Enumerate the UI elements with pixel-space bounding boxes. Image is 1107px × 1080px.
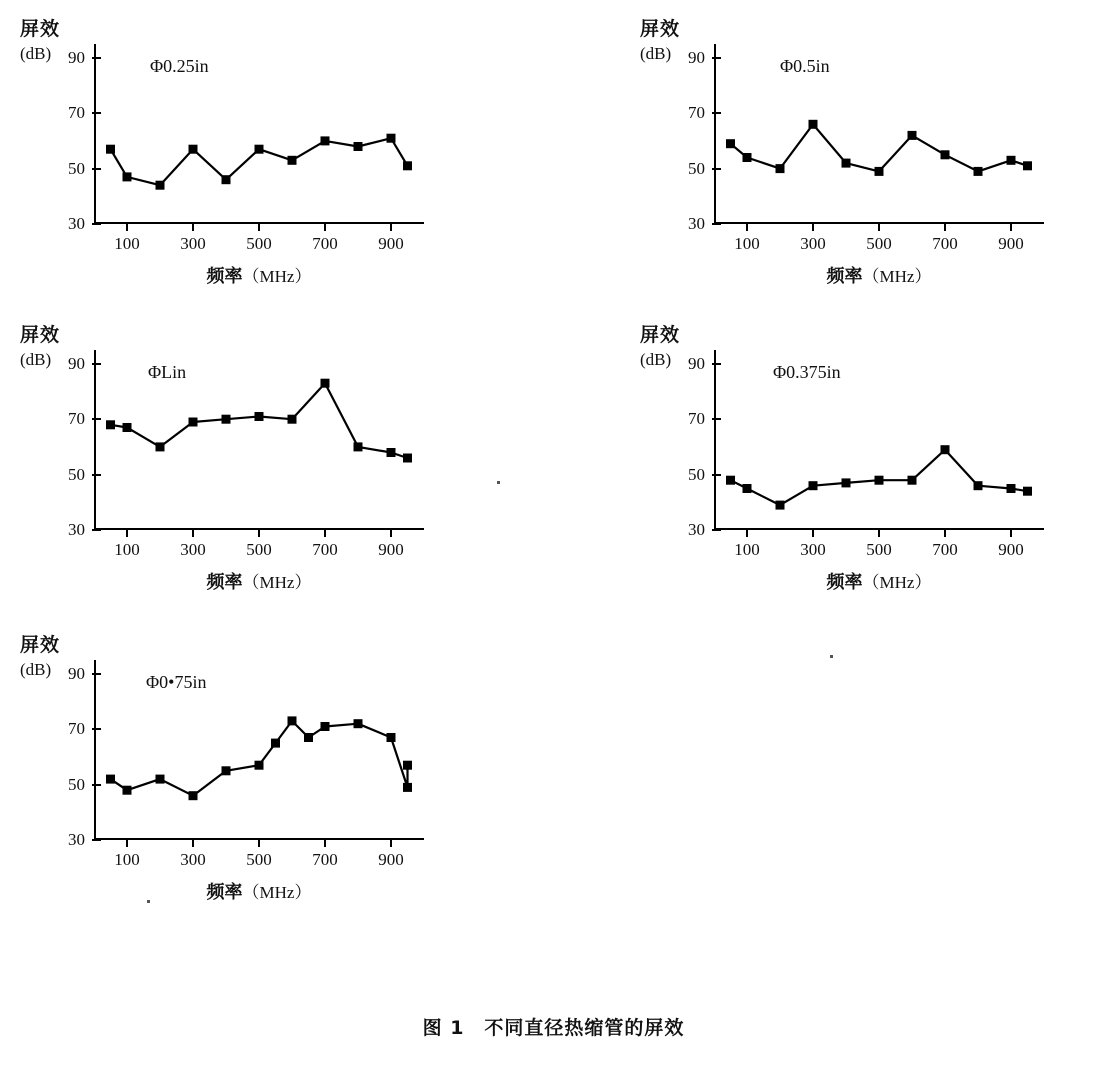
x-axis-title	[94, 878, 424, 904]
data-point-marker	[189, 145, 198, 154]
x-tick-label: 100	[114, 234, 140, 253]
y-tick-label: 30	[688, 520, 705, 539]
data-point-marker	[321, 722, 330, 731]
data-point-marker	[403, 161, 412, 170]
plot-area	[688, 350, 1044, 559]
data-point-marker	[1007, 484, 1016, 493]
data-point-marker	[304, 733, 313, 742]
data-point-marker	[776, 501, 785, 510]
x-tick-label: 300	[800, 540, 826, 559]
y-tick-label: 90	[688, 353, 705, 373]
y-tick-label: 30	[68, 520, 85, 539]
data-point-marker	[354, 442, 363, 451]
data-point-marker	[387, 448, 396, 457]
data-point-marker	[387, 733, 396, 742]
x-tick-label: 500	[246, 540, 272, 559]
data-point-marker	[288, 716, 297, 725]
x-tick-label: 900	[378, 540, 404, 559]
plot-area	[68, 44, 424, 253]
x-axis-title-text: 频率	[826, 266, 863, 287]
page-speck-3	[147, 900, 150, 903]
y-tick-label: 70	[68, 103, 85, 123]
y-axis-label: 屏效	[20, 634, 61, 656]
data-point-marker	[726, 139, 735, 148]
data-point-marker	[222, 415, 231, 424]
y-tick-label: 70	[68, 409, 85, 429]
y-tick-label: 30	[68, 830, 85, 849]
x-axis-title-unit: （MHz）	[242, 573, 312, 592]
x-tick-label: 900	[998, 234, 1024, 253]
y-tick-label: 50	[68, 158, 85, 178]
chart-panel-phi-1in	[20, 320, 450, 610]
data-series	[94, 44, 424, 224]
data-point-marker	[156, 442, 165, 451]
x-tick-label: 100	[114, 540, 140, 559]
data-point-marker	[403, 454, 412, 463]
x-tick-label: 700	[312, 540, 338, 559]
y-tick-label: 50	[68, 774, 85, 794]
data-point-marker	[726, 476, 735, 485]
data-series	[94, 660, 424, 840]
x-tick-label: 700	[932, 234, 958, 253]
x-tick-label: 700	[932, 540, 958, 559]
data-series	[714, 44, 1044, 224]
x-tick-label: 900	[378, 234, 404, 253]
data-point-marker	[403, 783, 412, 792]
data-point-marker	[941, 445, 950, 454]
panel-title: Φ0.25in	[150, 56, 209, 76]
x-tick-label: 900	[378, 850, 404, 869]
chart-panel-phi-0-75in	[20, 630, 450, 920]
data-point-marker	[189, 791, 198, 800]
y-tick-label: 50	[688, 464, 705, 484]
chart-panel-phi-0-25in	[20, 14, 450, 304]
y-axis-label: 屏效	[640, 324, 681, 346]
x-tick-label: 500	[866, 540, 892, 559]
x-axis-title-unit: （MHz）	[862, 573, 932, 592]
y-tick-label: 90	[68, 353, 85, 373]
plot-area	[688, 44, 1044, 253]
x-tick-label: 700	[312, 850, 338, 869]
chart-panel-phi-0-375in	[640, 320, 1070, 610]
x-tick-label: 700	[312, 234, 338, 253]
x-axis-title	[714, 262, 1044, 288]
y-axis-unit: (dB)	[20, 660, 52, 679]
data-point-marker	[908, 131, 917, 140]
x-axis-title-text: 频率	[206, 572, 243, 593]
y-tick-label: 90	[68, 663, 85, 683]
data-point-marker	[271, 739, 280, 748]
data-point-marker	[222, 766, 231, 775]
x-axis-title-text: 频率	[206, 882, 243, 903]
data-point-marker	[875, 167, 884, 176]
data-point-marker	[1007, 156, 1016, 165]
data-point-marker	[842, 478, 851, 487]
data-point-marker	[255, 761, 264, 770]
data-point-marker	[123, 786, 132, 795]
data-point-marker	[1023, 487, 1032, 496]
data-point-marker	[743, 484, 752, 493]
figure-caption: 图 1 不同直径热缩管的屏效	[422, 1017, 685, 1039]
page-speck-2	[830, 655, 833, 658]
data-point-marker	[809, 120, 818, 129]
x-tick-label: 300	[180, 234, 206, 253]
data-point-marker	[842, 159, 851, 168]
x-tick-label: 500	[866, 234, 892, 253]
plot-area	[68, 350, 424, 559]
data-point-marker	[123, 423, 132, 432]
x-axis-title-text: 频率	[206, 266, 243, 287]
y-axis-unit: (dB)	[20, 44, 52, 63]
data-point-marker	[776, 164, 785, 173]
y-tick-label: 70	[688, 103, 705, 123]
data-point-marker	[387, 134, 396, 143]
data-point-marker	[941, 150, 950, 159]
y-axis-unit: (dB)	[20, 350, 52, 369]
x-tick-label: 300	[180, 540, 206, 559]
data-point-marker	[743, 153, 752, 162]
y-tick-label: 70	[688, 409, 705, 429]
data-point-marker	[354, 142, 363, 151]
data-point-marker	[106, 145, 115, 154]
data-point-marker	[255, 145, 264, 154]
data-point-marker	[321, 379, 330, 388]
y-tick-label: 30	[68, 214, 85, 233]
x-axis-title	[714, 568, 1044, 594]
panel-title: Φ0.5in	[780, 56, 830, 76]
x-tick-label: 100	[734, 540, 760, 559]
y-axis-unit: (dB)	[640, 44, 672, 63]
x-tick-label: 500	[246, 234, 272, 253]
data-point-marker	[403, 761, 412, 770]
y-tick-label: 70	[68, 719, 85, 739]
data-point-marker	[288, 415, 297, 424]
y-tick-label: 90	[68, 47, 85, 67]
x-tick-label: 900	[998, 540, 1024, 559]
data-point-marker	[156, 181, 165, 190]
data-point-marker	[908, 476, 917, 485]
data-point-marker	[189, 418, 198, 427]
data-point-marker	[1023, 161, 1032, 170]
x-tick-label: 300	[180, 850, 206, 869]
data-series	[714, 350, 1044, 530]
x-tick-label: 500	[246, 850, 272, 869]
page-speck-1	[497, 481, 500, 484]
data-point-marker	[255, 412, 264, 421]
data-point-marker	[106, 420, 115, 429]
x-axis-title-text: 频率	[826, 572, 863, 593]
x-axis-title-unit: （MHz）	[242, 883, 312, 902]
data-point-marker	[106, 775, 115, 784]
data-point-marker	[123, 172, 132, 181]
x-tick-label: 100	[734, 234, 760, 253]
y-axis-label: 屏效	[20, 324, 61, 346]
data-point-marker	[222, 175, 231, 184]
x-axis-title	[94, 262, 424, 288]
panel-title: Φ0•75in	[146, 672, 207, 692]
x-tick-label: 300	[800, 234, 826, 253]
data-point-marker	[875, 476, 884, 485]
data-point-marker	[974, 167, 983, 176]
y-axis-unit: (dB)	[640, 350, 672, 369]
plot-area	[68, 660, 424, 869]
x-axis-title	[94, 568, 424, 594]
data-point-marker	[809, 481, 818, 490]
data-point-marker	[354, 719, 363, 728]
y-axis-label: 屏效	[640, 18, 681, 40]
y-tick-label: 50	[688, 158, 705, 178]
data-point-marker	[156, 775, 165, 784]
data-series	[94, 350, 424, 530]
chart-panel-phi-0-5in	[640, 14, 1070, 304]
y-tick-label: 50	[68, 464, 85, 484]
data-point-marker	[288, 156, 297, 165]
data-point-marker	[321, 136, 330, 145]
data-point-marker	[974, 481, 983, 490]
y-tick-label: 30	[688, 214, 705, 233]
x-axis-title-unit: （MHz）	[242, 267, 312, 286]
y-tick-label: 90	[688, 47, 705, 67]
x-tick-label: 100	[114, 850, 140, 869]
panel-title: ΦLin	[148, 362, 187, 382]
x-axis-title-unit: （MHz）	[862, 267, 932, 286]
panel-title: Φ0.375in	[773, 362, 841, 382]
y-axis-label: 屏效	[20, 18, 61, 40]
